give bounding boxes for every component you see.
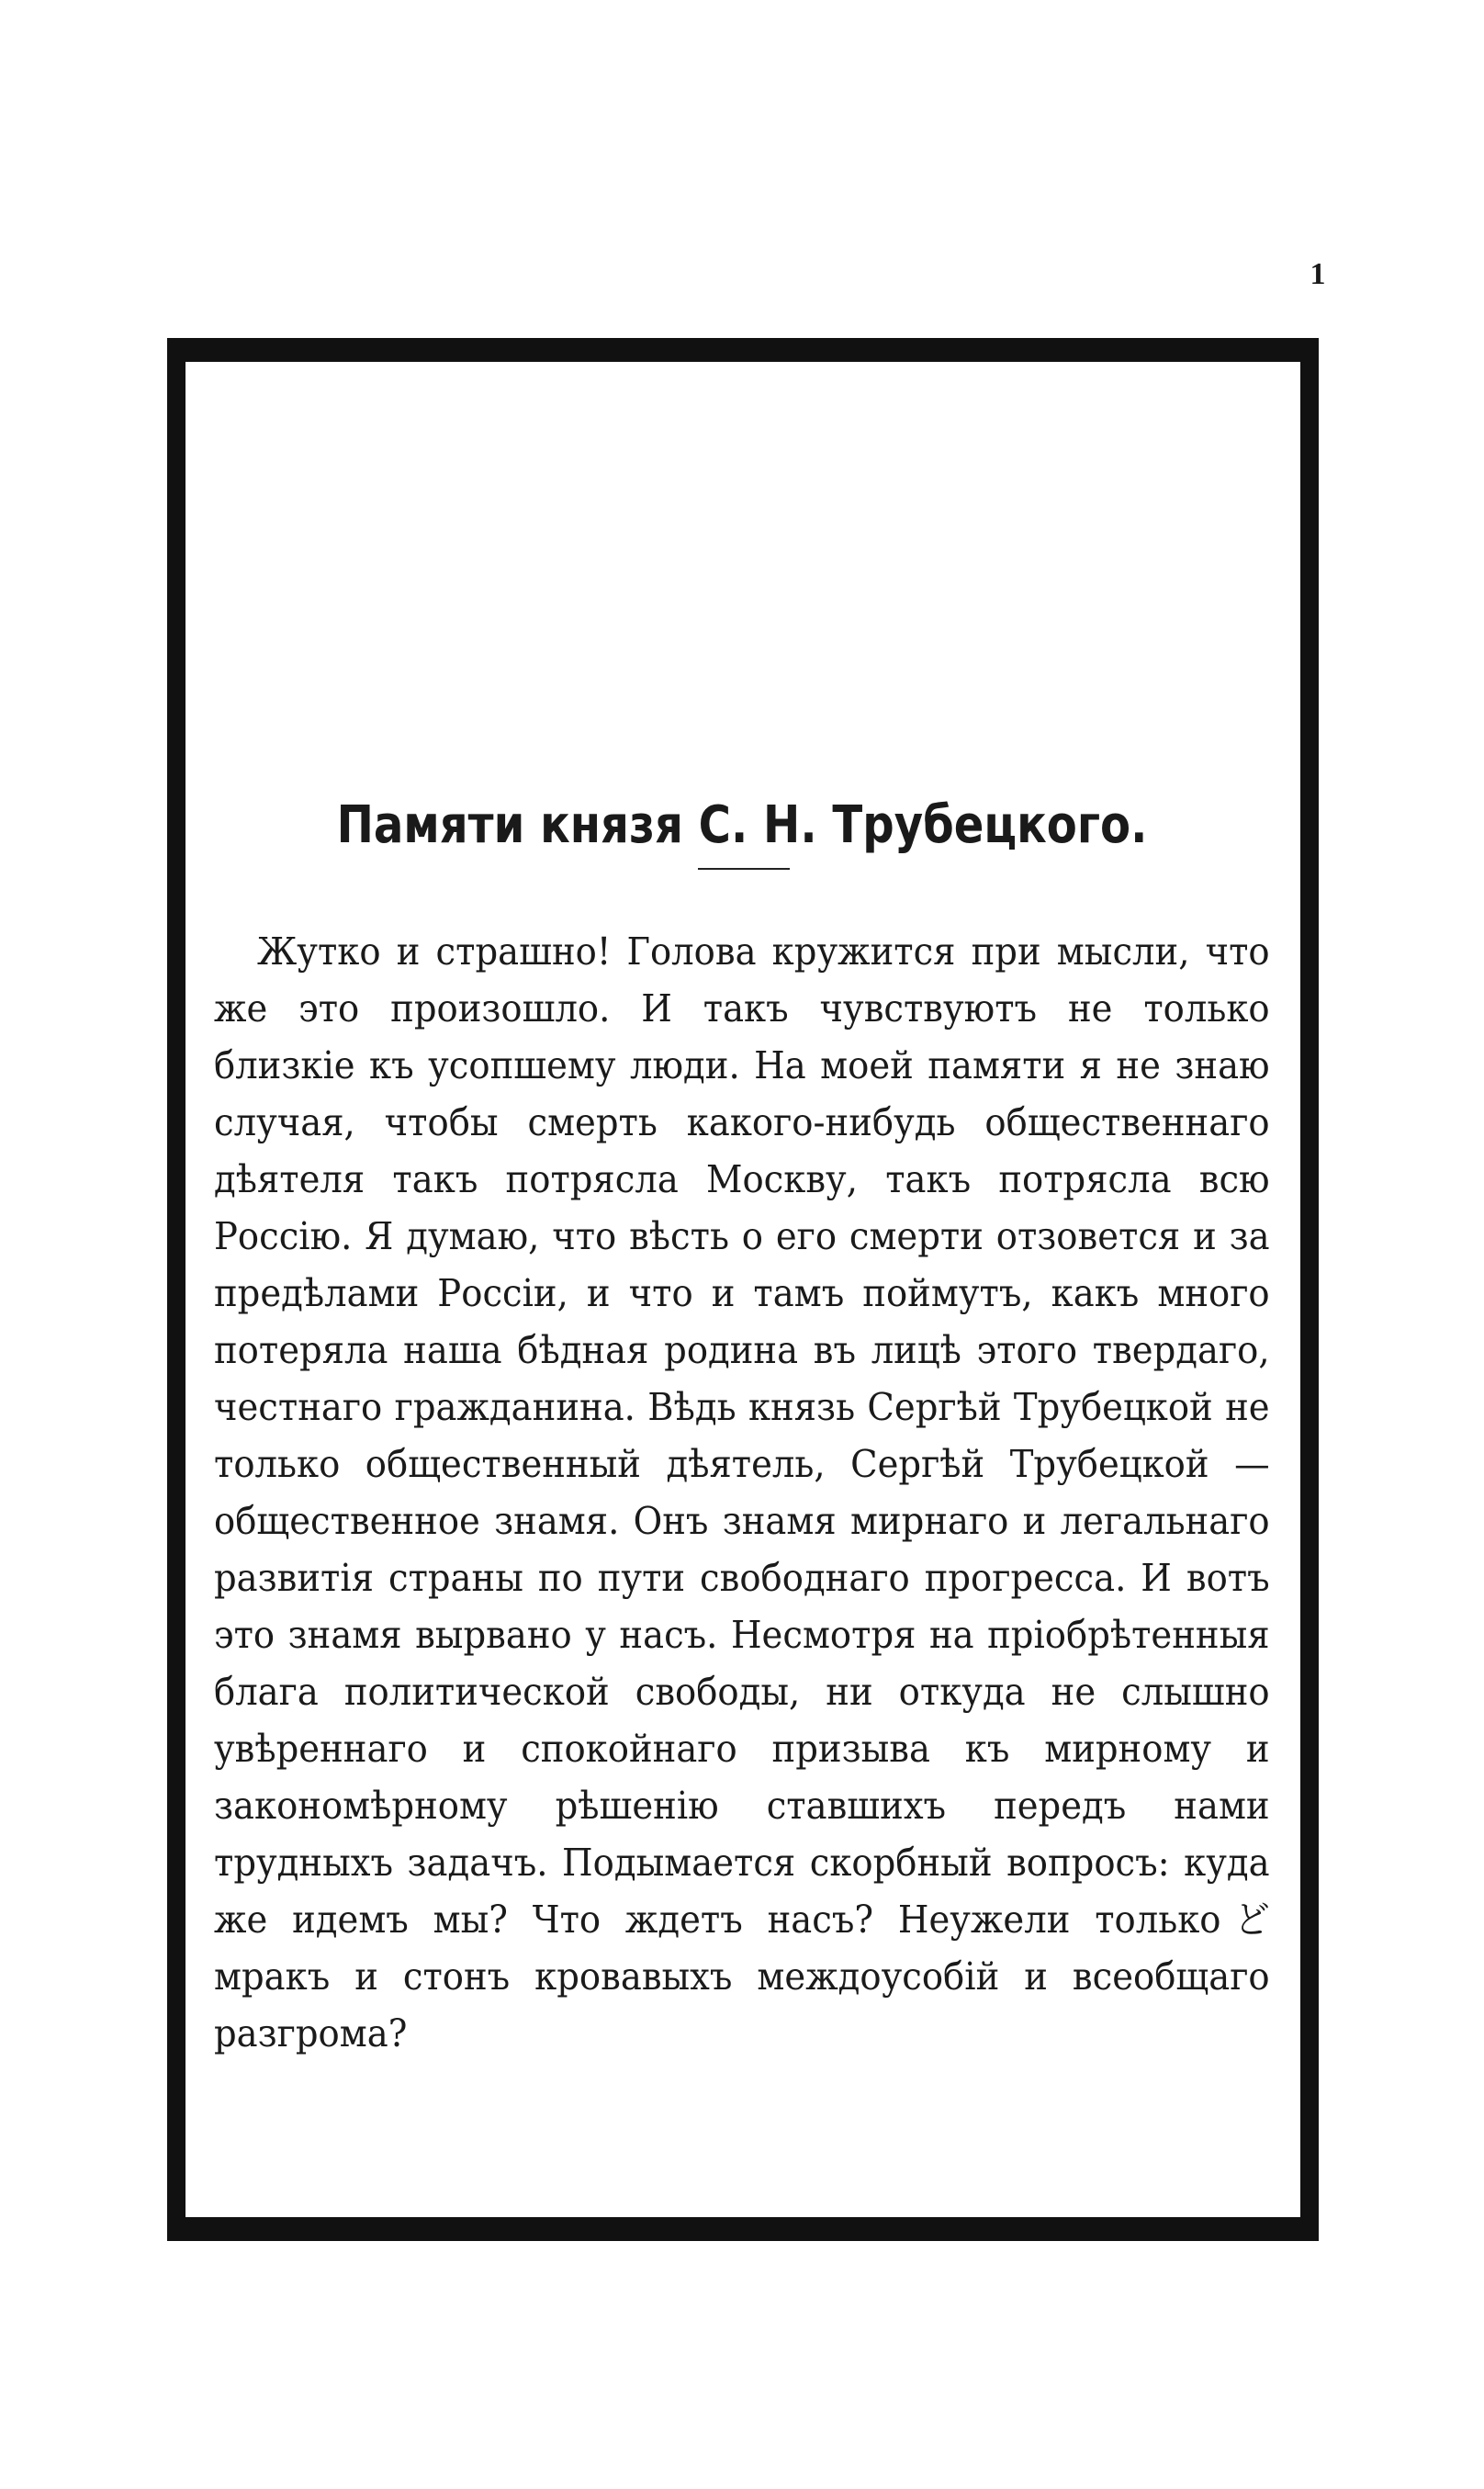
title-divider [698, 868, 790, 870]
page-number: 1 [1310, 257, 1326, 291]
article-title: Памяти князя С. Н. Трубецкого. [336, 794, 1148, 855]
article-body: Жутко и страшно! Голова кружится при мысли, что же это произошло. И такъ чувствуютъ не только близкіе къ усопшему люди. На моей памяти я не знаю случая, чтобы смерть какого-нибудь общественнаго дѣятеля такъ потрясла Москву, такъ потрясла всю Россію. Я думаю, что вѣсть о его смерти отзовется и за предѣлами Россіи, и что и тамъ поймутъ, какъ много потеряла наша бѣдная родина въ лицѣ этого твердаго, честнаго гражданина. Вѣдь князь Сергѣй Трубецкой не только общественный дѣятель, Сергѣй Трубецкой — общественное знамя. Онъ знамя мирнаго и легальнаго развитія страны по пути свободнаго прогресса. И вотъ это знамя вырвано у насъ. Несмотря на пріобрѣтенныя блага политической свободы, ни откуда не слышно увѣреннаго и спокойнаго призыва къ мирному и закономѣрному рѣшенію ставшихъ передъ нами трудныхъ задачъ. Подымается скорбный вопросъ: куда же идемъ мы? Что ждетъ насъ? Неужели толькоど мракъ и стонъ кровавыхъ междоусобій и всеобщаго разгрома? [214, 929, 1270, 2055]
